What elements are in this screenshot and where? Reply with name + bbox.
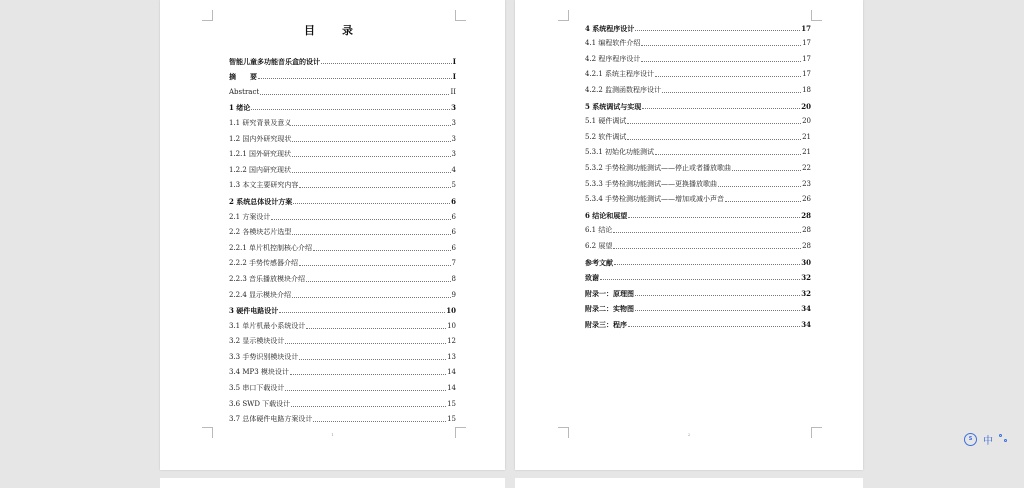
toc-entry-page: 8 xyxy=(451,274,456,283)
toc-entry[interactable] xyxy=(229,284,456,300)
toc-entry-title: 参考文献 xyxy=(585,257,613,267)
toc-entry[interactable] xyxy=(585,251,811,267)
toc-entry-title: 5.1 硬件调试 xyxy=(585,117,627,126)
toc-entry-title: 3.3 手势识别模块设计 xyxy=(229,352,299,361)
toc-entry-title: 2.1 方案设计 xyxy=(229,212,271,221)
toc-entry-title: 4 系统程序设计 xyxy=(585,23,635,33)
toc-entry-page: 21 xyxy=(802,148,811,157)
toc-leader-dots xyxy=(285,343,446,344)
toc-entry[interactable] xyxy=(585,126,811,142)
toc-entry-page: I xyxy=(452,72,456,82)
toc-title: 目 录 xyxy=(304,24,361,37)
toc-entry-page: 6 xyxy=(451,228,456,237)
toc-entry-page: 28 xyxy=(802,241,811,250)
document-page-3-top xyxy=(160,478,505,488)
toc-leader-dots xyxy=(662,92,801,93)
crop-mark xyxy=(558,10,569,21)
toc-leader-dots xyxy=(725,201,801,202)
ime-language-toggle[interactable]: 中 xyxy=(983,435,993,447)
crop-mark xyxy=(202,10,213,21)
toc-entry-title: 6.2 展望 xyxy=(585,241,613,250)
toc-entry-title: 2 系统总体设计方案 xyxy=(229,196,293,206)
toc-entry[interactable] xyxy=(585,282,811,298)
toc-leader-dots xyxy=(292,125,450,126)
toc-entry-page: 21 xyxy=(802,132,811,141)
toc-leader-dots xyxy=(635,30,800,31)
toc-entry[interactable] xyxy=(229,237,456,253)
toc-leader-dots xyxy=(628,217,800,218)
toc-entry[interactable] xyxy=(585,48,811,64)
toc-entry-page: 34 xyxy=(801,304,811,314)
toc-entry-page: I xyxy=(452,56,456,66)
toc-entry[interactable] xyxy=(229,81,456,97)
toc-leader-dots xyxy=(299,359,446,360)
toc-entry-title: 3 硬件电路设计 xyxy=(229,306,279,316)
toc-leader-dots xyxy=(321,63,452,64)
toc-entry[interactable] xyxy=(229,409,456,425)
toc-entry-title: 5.3.1 初始化功能测试 xyxy=(585,148,655,157)
toc-entry-page: 17 xyxy=(801,23,811,33)
toc-entry-page: 26 xyxy=(802,195,811,204)
toc-entry-page: 34 xyxy=(801,319,811,329)
toc-leader-dots xyxy=(251,109,450,110)
toc-entry[interactable] xyxy=(585,17,811,33)
toc-entry-title: 4.2 程序程序设计 xyxy=(585,54,641,63)
toc-entry-title: 1.1 研究背景及意义 xyxy=(229,118,292,127)
toc-entry[interactable] xyxy=(585,79,811,95)
toc-entry-page: 32 xyxy=(801,288,811,298)
toc-entry[interactable] xyxy=(229,268,456,284)
toc-entry-title: 5.2 软件调试 xyxy=(585,132,627,141)
toc-entry[interactable] xyxy=(585,173,811,189)
toc-leader-dots xyxy=(260,94,449,95)
toc-entry-page: 3 xyxy=(451,103,456,113)
toc-leader-dots xyxy=(290,374,446,375)
toc-leader-dots xyxy=(627,139,801,140)
toc-entry-title: 1.2 国内外研究现状 xyxy=(229,134,292,143)
toc-entry-title: 附录一：原理图 xyxy=(585,288,634,298)
toc-leader-dots xyxy=(635,295,800,296)
toc-entry[interactable] xyxy=(585,157,811,173)
toc-entry-title: 3.4 MP3 模块设计 xyxy=(229,368,289,377)
toc-entry-title: 致谢 xyxy=(585,273,599,283)
toc-entry-page: 15 xyxy=(447,415,456,424)
toc-entry[interactable] xyxy=(229,190,456,206)
ime-toolbar[interactable] xyxy=(964,430,1022,448)
toc-leader-dots xyxy=(313,250,450,251)
toc-entry[interactable] xyxy=(585,64,811,80)
toc-leader-dots xyxy=(279,312,445,313)
toc-entry[interactable] xyxy=(229,175,456,191)
toc-entry-title: 2.2.3 音乐播放模块介绍 xyxy=(229,274,306,283)
toc-entry-page: 3 xyxy=(451,118,456,127)
toc-entry[interactable] xyxy=(585,142,811,158)
toc-entry[interactable] xyxy=(229,128,456,144)
toc-leader-dots xyxy=(292,156,450,157)
toc-entry[interactable] xyxy=(585,298,811,314)
toc-entry[interactable] xyxy=(229,206,456,222)
toc-entry-page: 10 xyxy=(446,306,456,316)
toc-entry[interactable] xyxy=(585,313,811,329)
toc-leader-dots xyxy=(258,78,452,79)
toc-entry-page: 5 xyxy=(451,181,456,190)
toc-entry-page: 13 xyxy=(447,352,456,361)
toc-leader-dots xyxy=(635,310,800,311)
toc-entry-title: 智能儿童多功能音乐盒的设计 xyxy=(229,56,320,66)
toc-entry-title: 附录二：实物图 xyxy=(585,304,634,314)
toc-entry-page: 17 xyxy=(802,39,811,48)
toc-entry[interactable] xyxy=(229,393,456,409)
toc-entry-title: 2.2 各模块芯片选型 xyxy=(229,228,292,237)
crop-mark xyxy=(455,10,466,21)
toc-leader-dots xyxy=(642,108,800,109)
toc-entry[interactable] xyxy=(229,253,456,269)
toc-entry-title: 4.2.2 监测函数程序设计 xyxy=(585,85,662,94)
toc-entry-page: 10 xyxy=(447,321,456,330)
toc-entry-page: 22 xyxy=(802,163,811,172)
toc-entry-page: 12 xyxy=(447,337,456,346)
toc-leader-dots xyxy=(292,172,450,173)
toc-entry-page: 4 xyxy=(451,165,456,174)
toc-entry[interactable] xyxy=(229,362,456,378)
toc-entry-page: 30 xyxy=(801,257,811,267)
dots-icon[interactable] xyxy=(999,433,1009,445)
toc-entry-title: 1.3 本文主要研究内容 xyxy=(229,181,299,190)
toc-entry-title: 6 结论和展望 xyxy=(585,210,628,220)
page-number: 1 xyxy=(331,432,334,437)
toc-entry[interactable] xyxy=(585,189,811,205)
toc-leader-dots xyxy=(313,421,446,422)
toc-leader-dots xyxy=(292,141,450,142)
toc-leader-dots xyxy=(292,297,450,298)
toc-leader-dots xyxy=(641,61,801,62)
toc-entry-title: 摘 要 xyxy=(229,72,257,82)
toc-entry[interactable] xyxy=(229,112,456,128)
toc-entry-title: 2.2.1 单片机控制核心介绍 xyxy=(229,243,313,252)
toc-entry-page: 32 xyxy=(801,273,811,283)
toc-entry-page: 28 xyxy=(802,226,811,235)
document-page-4-top xyxy=(515,478,863,488)
table-of-contents xyxy=(585,17,811,329)
toc-entry-page: 3 xyxy=(451,134,456,143)
toc-leader-dots xyxy=(299,265,450,266)
toc-entry-title: 3.7 总体硬件电路方案设计 xyxy=(229,415,313,424)
toc-entry-page: 15 xyxy=(447,399,456,408)
toc-entry-title: 1 绪论 xyxy=(229,103,251,113)
toc-entry-title: 6.1 结论 xyxy=(585,226,613,235)
toc-entry[interactable] xyxy=(229,377,456,393)
toc-entry-page: 23 xyxy=(802,179,811,188)
toc-entry-page: II xyxy=(450,87,456,96)
toc-entry-title: 5 系统调试与实现 xyxy=(585,101,642,111)
toc-leader-dots xyxy=(285,390,446,391)
toc-entry-page: 3 xyxy=(451,150,456,159)
toc-entry[interactable] xyxy=(229,315,456,331)
toc-entry-page: 20 xyxy=(801,101,811,111)
toc-entry-page: 6 xyxy=(451,212,456,221)
toc-entry-title: 3.5 串口下载设计 xyxy=(229,384,285,393)
toc-leader-dots xyxy=(299,187,450,188)
toc-entry-title: Abstract xyxy=(229,87,260,96)
toc-entry-page: 14 xyxy=(447,368,456,377)
page-number: 2 xyxy=(687,432,691,437)
toc-entry[interactable] xyxy=(585,33,811,49)
toc-entry[interactable] xyxy=(585,95,811,111)
toc-entry-title: 2.2.2 手势传感器介绍 xyxy=(229,259,299,268)
toc-leader-dots xyxy=(613,232,801,233)
sogou-ime-logo-icon[interactable]: S xyxy=(964,433,977,446)
toc-entry-title: 3.2 显示模块设计 xyxy=(229,337,285,346)
toc-entry-page: 14 xyxy=(447,384,456,393)
toc-entry-title: 3.6 SWD 下载设计 xyxy=(229,399,291,408)
toc-entry-title: 3.1 单片机最小系统设计 xyxy=(229,321,306,330)
toc-entry[interactable] xyxy=(229,222,456,238)
toc-entry-title: 5.3.2 手势检测功能测试——停止或者播放歌曲 xyxy=(585,163,732,172)
toc-entry-title: 5.3.3 手势检测功能测试——更换播放歌曲 xyxy=(585,179,718,188)
document-page-2 xyxy=(515,0,863,470)
toc-leader-dots xyxy=(293,203,450,204)
toc-leader-dots xyxy=(291,406,446,407)
toc-entry[interactable] xyxy=(229,97,456,113)
toc-leader-dots xyxy=(732,170,801,171)
toc-entry-page: 17 xyxy=(802,70,811,79)
toc-entry-page: 9 xyxy=(451,290,456,299)
toc-entry[interactable] xyxy=(585,220,811,236)
table-of-contents xyxy=(229,50,456,424)
toc-entry-title: 2.2.4 显示模块介绍 xyxy=(229,290,292,299)
toc-entry-title: 1.2.1 国外研究现状 xyxy=(229,150,292,159)
toc-entry[interactable] xyxy=(229,66,456,82)
toc-entry-title: 4.2.1 系统主程序设计 xyxy=(585,70,655,79)
toc-entry-page: 17 xyxy=(802,54,811,63)
toc-entry[interactable] xyxy=(229,50,456,66)
toc-entry-page: 6 xyxy=(451,243,456,252)
toc-leader-dots xyxy=(628,326,800,327)
toc-entry-page: 20 xyxy=(802,117,811,126)
toc-entry-page: 18 xyxy=(802,85,811,94)
toc-entry-page: 7 xyxy=(451,259,456,268)
toc-leader-dots xyxy=(600,279,800,280)
toc-leader-dots xyxy=(718,186,801,187)
toc-entry[interactable] xyxy=(585,111,811,127)
toc-leader-dots xyxy=(614,264,800,265)
crop-mark xyxy=(811,10,822,21)
toc-leader-dots xyxy=(306,281,450,282)
toc-leader-dots xyxy=(271,219,450,220)
document-page-1 xyxy=(160,0,505,470)
toc-leader-dots xyxy=(292,234,450,235)
toc-leader-dots xyxy=(627,123,801,124)
toc-leader-dots xyxy=(655,154,801,155)
toc-leader-dots xyxy=(655,76,801,77)
toc-entry-title: 1.2.2 国内研究现状 xyxy=(229,165,292,174)
toc-entry-page: 28 xyxy=(801,210,811,220)
toc-entry[interactable] xyxy=(229,159,456,175)
toc-entry[interactable] xyxy=(229,346,456,362)
toc-entry[interactable] xyxy=(585,267,811,283)
toc-entry[interactable] xyxy=(585,235,811,251)
toc-leader-dots xyxy=(641,45,801,46)
toc-entry-title: 4.1 编程软件介绍 xyxy=(585,39,641,48)
toc-entry[interactable] xyxy=(585,204,811,220)
toc-leader-dots xyxy=(613,248,801,249)
toc-entry[interactable] xyxy=(229,331,456,347)
toc-entry[interactable] xyxy=(229,300,456,316)
toc-entry-title: 附录三：程序 xyxy=(585,319,627,329)
toc-entry-title: 5.3.4 手势检测功能测试——增加或减小声音 xyxy=(585,195,725,204)
toc-entry-page: 6 xyxy=(451,196,456,206)
toc-leader-dots xyxy=(306,328,446,329)
toc-entry[interactable] xyxy=(229,144,456,160)
